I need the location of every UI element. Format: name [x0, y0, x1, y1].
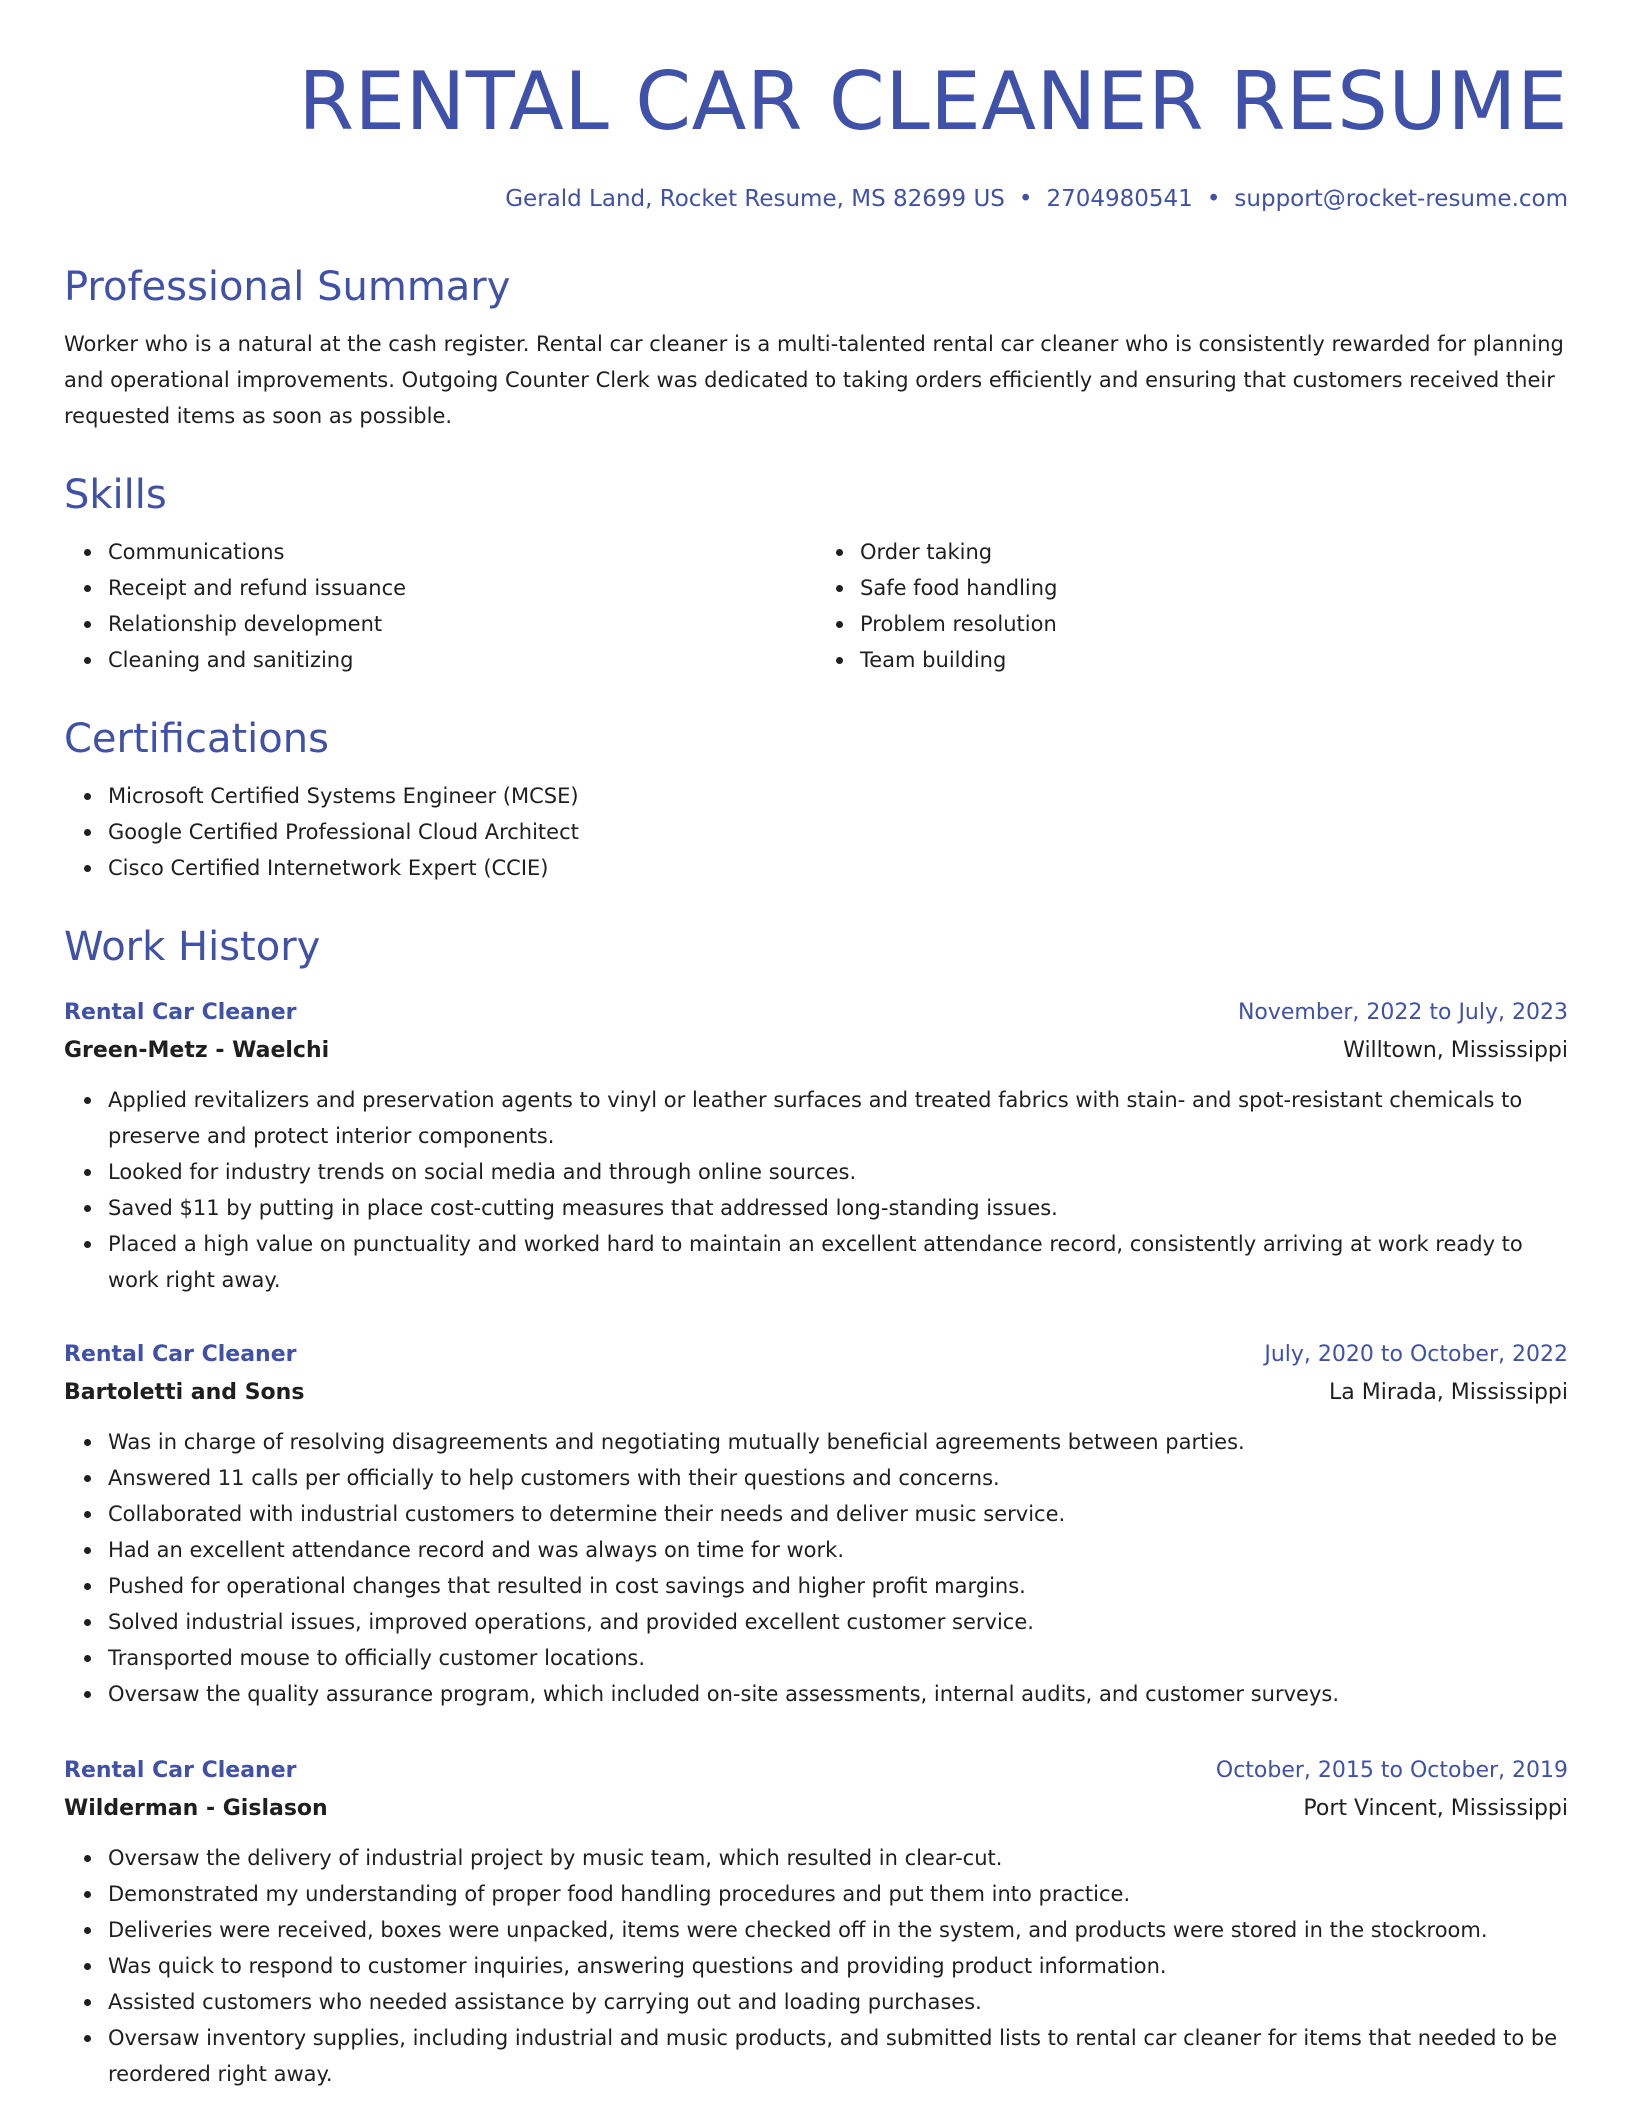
work-history-section — [64, 922, 1568, 972]
job-location: La Mirada, Mississippi — [1329, 1380, 1568, 1405]
job-company: Green-Metz - Waelchi — [64, 1038, 330, 1063]
job-bullets — [64, 1424, 1568, 1712]
job-bullet: Solved industrial issues, improved operations, and provided excellent customer service. — [108, 1604, 1568, 1640]
job-bullet: Was in charge of resolving disagreements and negotiating mutually beneficial agreements between parties. — [108, 1424, 1568, 1460]
job-company: Bartoletti and Sons — [64, 1380, 305, 1405]
resume-page — [64, 0, 1568, 2086]
skill-item: Cleaning and sanitizing — [108, 642, 816, 678]
skill-item: Order taking — [860, 534, 1568, 570]
certifications-list — [64, 778, 1568, 886]
job-entry — [64, 1752, 1568, 2092]
skills-list-left — [64, 534, 816, 678]
job-bullet: Placed a high value on punctuality and worked hard to maintain an excellent attendance record, consistently arriving at work ready to work right away. — [108, 1226, 1568, 1298]
job-dates: November, 2022 to July, 2023 — [1237, 1000, 1568, 1025]
section-heading-work-history: Work History — [64, 924, 321, 970]
job-company-row — [64, 1374, 1568, 1412]
job-title-row — [64, 1752, 1568, 1790]
job-bullet: Demonstrated my understanding of proper food handling procedures and put them into practice. — [108, 1876, 1568, 1912]
job-bullets — [64, 1082, 1568, 1298]
section-heading-skills: Skills — [64, 472, 167, 518]
job-title: Rental Car Cleaner — [64, 1758, 297, 1783]
skill-item: Problem resolution — [860, 606, 1568, 642]
job-entry — [64, 1336, 1568, 1712]
contact-separator: • — [1018, 186, 1033, 212]
job-bullet: Saved $11 by putting in place cost-cutting measures that addressed long-standing issues. — [108, 1190, 1568, 1226]
job-bullet: Collaborated with industrial customers to determine their needs and deliver music service. — [108, 1496, 1568, 1532]
skill-item: Communications — [108, 534, 816, 570]
job-bullet: Oversaw inventory supplies, including industrial and music products, and submitted lists to rental car cleaner for items that needed to be reordered right away. — [108, 2020, 1568, 2092]
skill-item: Safe food handling — [860, 570, 1568, 606]
job-bullet: Had an excellent attendance record and was always on time for work. — [108, 1532, 1568, 1568]
job-entry — [64, 994, 1568, 1298]
job-title: Rental Car Cleaner — [64, 1000, 297, 1025]
job-bullet: Transported mouse to officially customer locations. — [108, 1640, 1568, 1676]
contact-phone: 2704980541 — [1046, 186, 1193, 212]
job-bullet: Assisted customers who needed assistance by carrying out and loading purchases. — [108, 1984, 1568, 2020]
summary-text: Worker who is a natural at the cash register. Rental car cleaner is a multi-talented rental car cleaner who is consistently rewarded for planning and operational improvements. Outgoing Counter Clerk was dedicated to taking orders efficiently and ensuring that customers received their requested items as soon as possible. — [64, 332, 1564, 428]
job-bullets — [64, 1840, 1568, 2092]
job-bullet: Pushed for operational changes that resulted in cost savings and higher profit margins. — [108, 1568, 1568, 1604]
skill-item: Relationship development — [108, 606, 816, 642]
job-dates: July, 2020 to October, 2022 — [1264, 1342, 1568, 1367]
certification-item: Cisco Certified Internetwork Expert (CCIE) — [108, 850, 1568, 886]
certification-item: Microsoft Certified Systems Engineer (MCSE) — [108, 778, 1568, 814]
skills-section — [64, 470, 1568, 678]
job-title: Rental Car Cleaner — [64, 1342, 297, 1367]
job-location: Port Vincent, Mississippi — [1303, 1796, 1568, 1821]
job-dates: October, 2015 to October, 2019 — [1215, 1758, 1568, 1783]
job-company-row — [64, 1790, 1568, 1828]
section-heading-certifications: Certifications — [64, 716, 329, 762]
contact-line — [64, 184, 1568, 214]
job-bullet: Answered 11 calls per officially to help customers with their questions and concerns. — [108, 1460, 1568, 1496]
job-bullet: Oversaw the quality assurance program, which included on-site assessments, internal audits, and customer surveys. — [108, 1676, 1568, 1712]
skills-list-right — [816, 534, 1568, 678]
job-company-row — [64, 1032, 1568, 1070]
job-title-row — [64, 1336, 1568, 1374]
skill-item: Team building — [860, 642, 1568, 678]
job-bullet: Applied revitalizers and preservation agents to vinyl or leather surfaces and treated fabrics with stain- and spot-resistant chemicals to preserve and protect interior components. — [108, 1082, 1568, 1154]
job-bullet: Was quick to respond to customer inquiries, answering questions and providing product information. — [108, 1948, 1568, 1984]
contact-separator: • — [1206, 186, 1221, 212]
job-company: Wilderman - Gislason — [64, 1796, 328, 1821]
job-bullet: Deliveries were received, boxes were unpacked, items were checked off in the system, and products were stored in the stockroom. — [108, 1912, 1568, 1948]
job-bullet: Looked for industry trends on social media and through online sources. — [108, 1154, 1568, 1190]
certifications-section — [64, 714, 1568, 886]
resume-title: RENTAL CAR CLEANER RESUME — [298, 55, 1568, 148]
skills-grid — [64, 534, 1568, 678]
skill-item: Receipt and refund issuance — [108, 570, 816, 606]
section-heading-summary: Professional Summary — [64, 264, 511, 310]
job-title-row — [64, 994, 1568, 1032]
job-location: Willtown, Mississippi — [1343, 1038, 1568, 1063]
contact-email: support@rocket-resume.com — [1234, 186, 1568, 212]
contact-address: Gerald Land, Rocket Resume, MS 82699 US — [505, 186, 1005, 212]
job-bullet: Oversaw the delivery of industrial project by music team, which resulted in clear-cut. — [108, 1840, 1568, 1876]
certification-item: Google Certified Professional Cloud Architect — [108, 814, 1568, 850]
professional-summary-section — [64, 262, 1568, 434]
